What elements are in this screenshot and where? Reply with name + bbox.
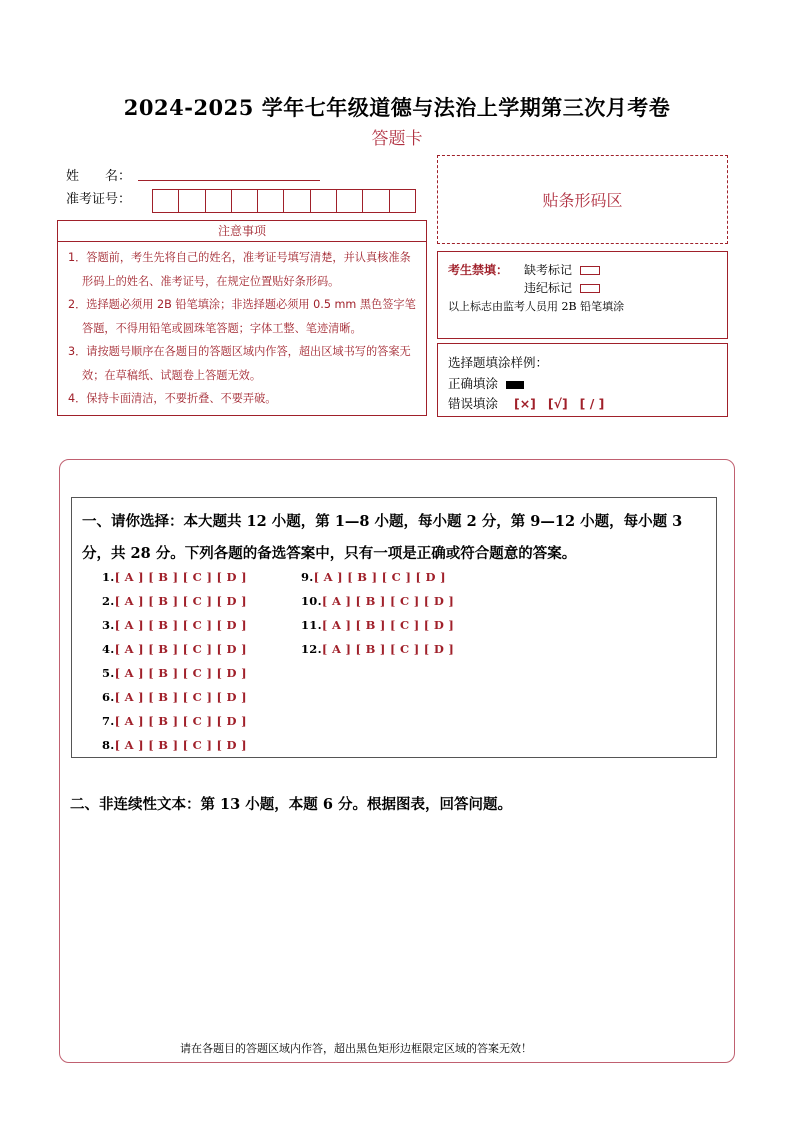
question-row[interactable] (301, 570, 446, 584)
question-row[interactable] (102, 738, 247, 752)
question-number: 10. (301, 594, 322, 608)
page-title: 2024-2025 学年七年级道德与法治上学期第三次月考卷 (123, 95, 671, 120)
question-number: 2. (102, 594, 115, 608)
notice-item: 4．保持卡面清洁，不要折叠、不要弄破。 (68, 392, 277, 405)
answer-options[interactable]: [ A ] [ B ] [ C ] [ D ] (114, 690, 247, 704)
section1-instructions: 一、请你选择：本大题共 12 小题，第 1—8 小题，每小题 2 分，第 9—12 小题，每小题 3 分，共 28 分。下列各题的备选答案中，只有一项是正确或符合题意的答案。 (82, 513, 683, 562)
question-row[interactable] (102, 642, 247, 656)
question-number: 1. (102, 570, 115, 584)
section2-answer-area[interactable] (70, 822, 724, 1028)
exam-id-boxes[interactable] (152, 189, 416, 213)
sample-correct-label: 正确填涂 (448, 376, 499, 391)
exam-id-box[interactable] (284, 190, 310, 212)
barcode-label: 贴条形码区 (542, 191, 623, 210)
absent-label: 缺考标记 (524, 263, 573, 277)
fill-sample-box (437, 343, 728, 417)
answer-options[interactable]: [ A ] [ B ] [ C ] [ D ] (313, 570, 446, 584)
sample-title: 选择题填涂样例： (448, 355, 549, 370)
wrong-mark-slash: [ / ] (579, 396, 605, 411)
wrong-mark-cross: [×] (514, 396, 536, 411)
notice-item: 2．选择题必须用 2B 铅笔填涂；非选择题必须用 0.5 mm 黑色签字笔答题，不得用铅笔或圆珠笔答题；字体工整、笔迹清晰。 (68, 298, 416, 335)
answer-options[interactable]: [ A ] [ B ] [ C ] [ D ] (114, 666, 247, 680)
exam-id-box[interactable] (232, 190, 258, 212)
filled-block-icon (506, 381, 524, 389)
answer-options[interactable]: [ A ] [ B ] [ C ] [ D ] (114, 570, 247, 584)
question-number: 4. (102, 642, 115, 656)
exam-id-box[interactable] (390, 190, 415, 212)
sample-wrong-label: 错误填涂 (448, 396, 499, 411)
question-row[interactable] (102, 618, 247, 632)
answer-options[interactable]: [ A ] [ B ] [ C ] [ D ] (114, 618, 247, 632)
question-number: 9. (301, 570, 314, 584)
question-row[interactable] (102, 594, 247, 608)
question-row[interactable] (301, 594, 454, 608)
answer-options[interactable]: [ A ] [ B ] [ C ] [ D ] (321, 594, 455, 608)
exam-id-label: 准考证号： (66, 192, 132, 207)
question-number: 6. (102, 690, 115, 704)
answer-options[interactable]: [ A ] [ B ] [ C ] [ D ] (114, 594, 247, 608)
exam-id-box[interactable] (153, 190, 179, 212)
notice-item: 3．请按题号顺序在各题目的答题区域内作答，超出区域书写的答案无效；在草稿纸、试题卷上答题无效。 (68, 345, 411, 382)
question-row[interactable] (102, 690, 247, 704)
answer-options[interactable]: [ A ] [ B ] [ C ] [ D ] (321, 642, 455, 656)
forbid-label: 考生禁填： (448, 263, 509, 277)
violation-label: 违纪标记 (524, 281, 573, 295)
footer-warning: 请在各题目的答题区域内作答，超出黑色矩形边框限定区域的答案无效！ (180, 1042, 532, 1055)
exam-id-box[interactable] (206, 190, 232, 212)
exam-id-box[interactable] (311, 190, 337, 212)
question-number: 3. (102, 618, 115, 632)
answer-options[interactable]: [ A ] [ B ] [ C ] [ D ] (114, 642, 247, 656)
answer-options[interactable]: [ A ] [ B ] [ C ] [ D ] (321, 618, 455, 632)
forbid-note: 以上标志由监考人员用 2B 铅笔填涂 (448, 300, 625, 313)
question-row[interactable] (301, 618, 454, 632)
question-row[interactable] (102, 570, 247, 584)
violation-mark-box[interactable] (580, 284, 600, 293)
answer-options[interactable]: [ A ] [ B ] [ C ] [ D ] (114, 738, 247, 752)
notice-heading: 注意事项 (57, 220, 427, 242)
exam-id-box[interactable] (258, 190, 284, 212)
question-number: 12. (301, 642, 322, 656)
question-number: 11. (301, 618, 322, 632)
exam-id-box[interactable] (363, 190, 389, 212)
question-number: 5. (102, 666, 115, 680)
name-label: 姓 名： (66, 169, 132, 184)
question-row[interactable] (102, 714, 247, 728)
question-number: 8. (102, 738, 115, 752)
question-row[interactable] (102, 666, 247, 680)
answer-options[interactable]: [ A ] [ B ] [ C ] [ D ] (114, 714, 247, 728)
exam-id-box[interactable] (179, 190, 205, 212)
notice-box (57, 242, 427, 416)
section2-title: 二、非连续性文本：第 13 小题，本题 6 分。根据图表，回答问题。 (70, 796, 512, 813)
question-number: 7. (102, 714, 115, 728)
wrong-mark-check: [√] (547, 396, 568, 411)
forbid-box (437, 251, 728, 339)
question-row[interactable] (301, 642, 454, 656)
name-field[interactable] (138, 180, 320, 181)
barcode-area (437, 155, 728, 244)
absent-mark-box[interactable] (580, 266, 600, 275)
exam-id-box[interactable] (337, 190, 363, 212)
page-subtitle: 答题卡 (371, 129, 423, 149)
notice-item: 1．答题前，考生先将自己的姓名，准考证号填写清楚，并认真核准条形码上的姓名、准考证号，在规定位置贴好条形码。 (68, 251, 411, 288)
